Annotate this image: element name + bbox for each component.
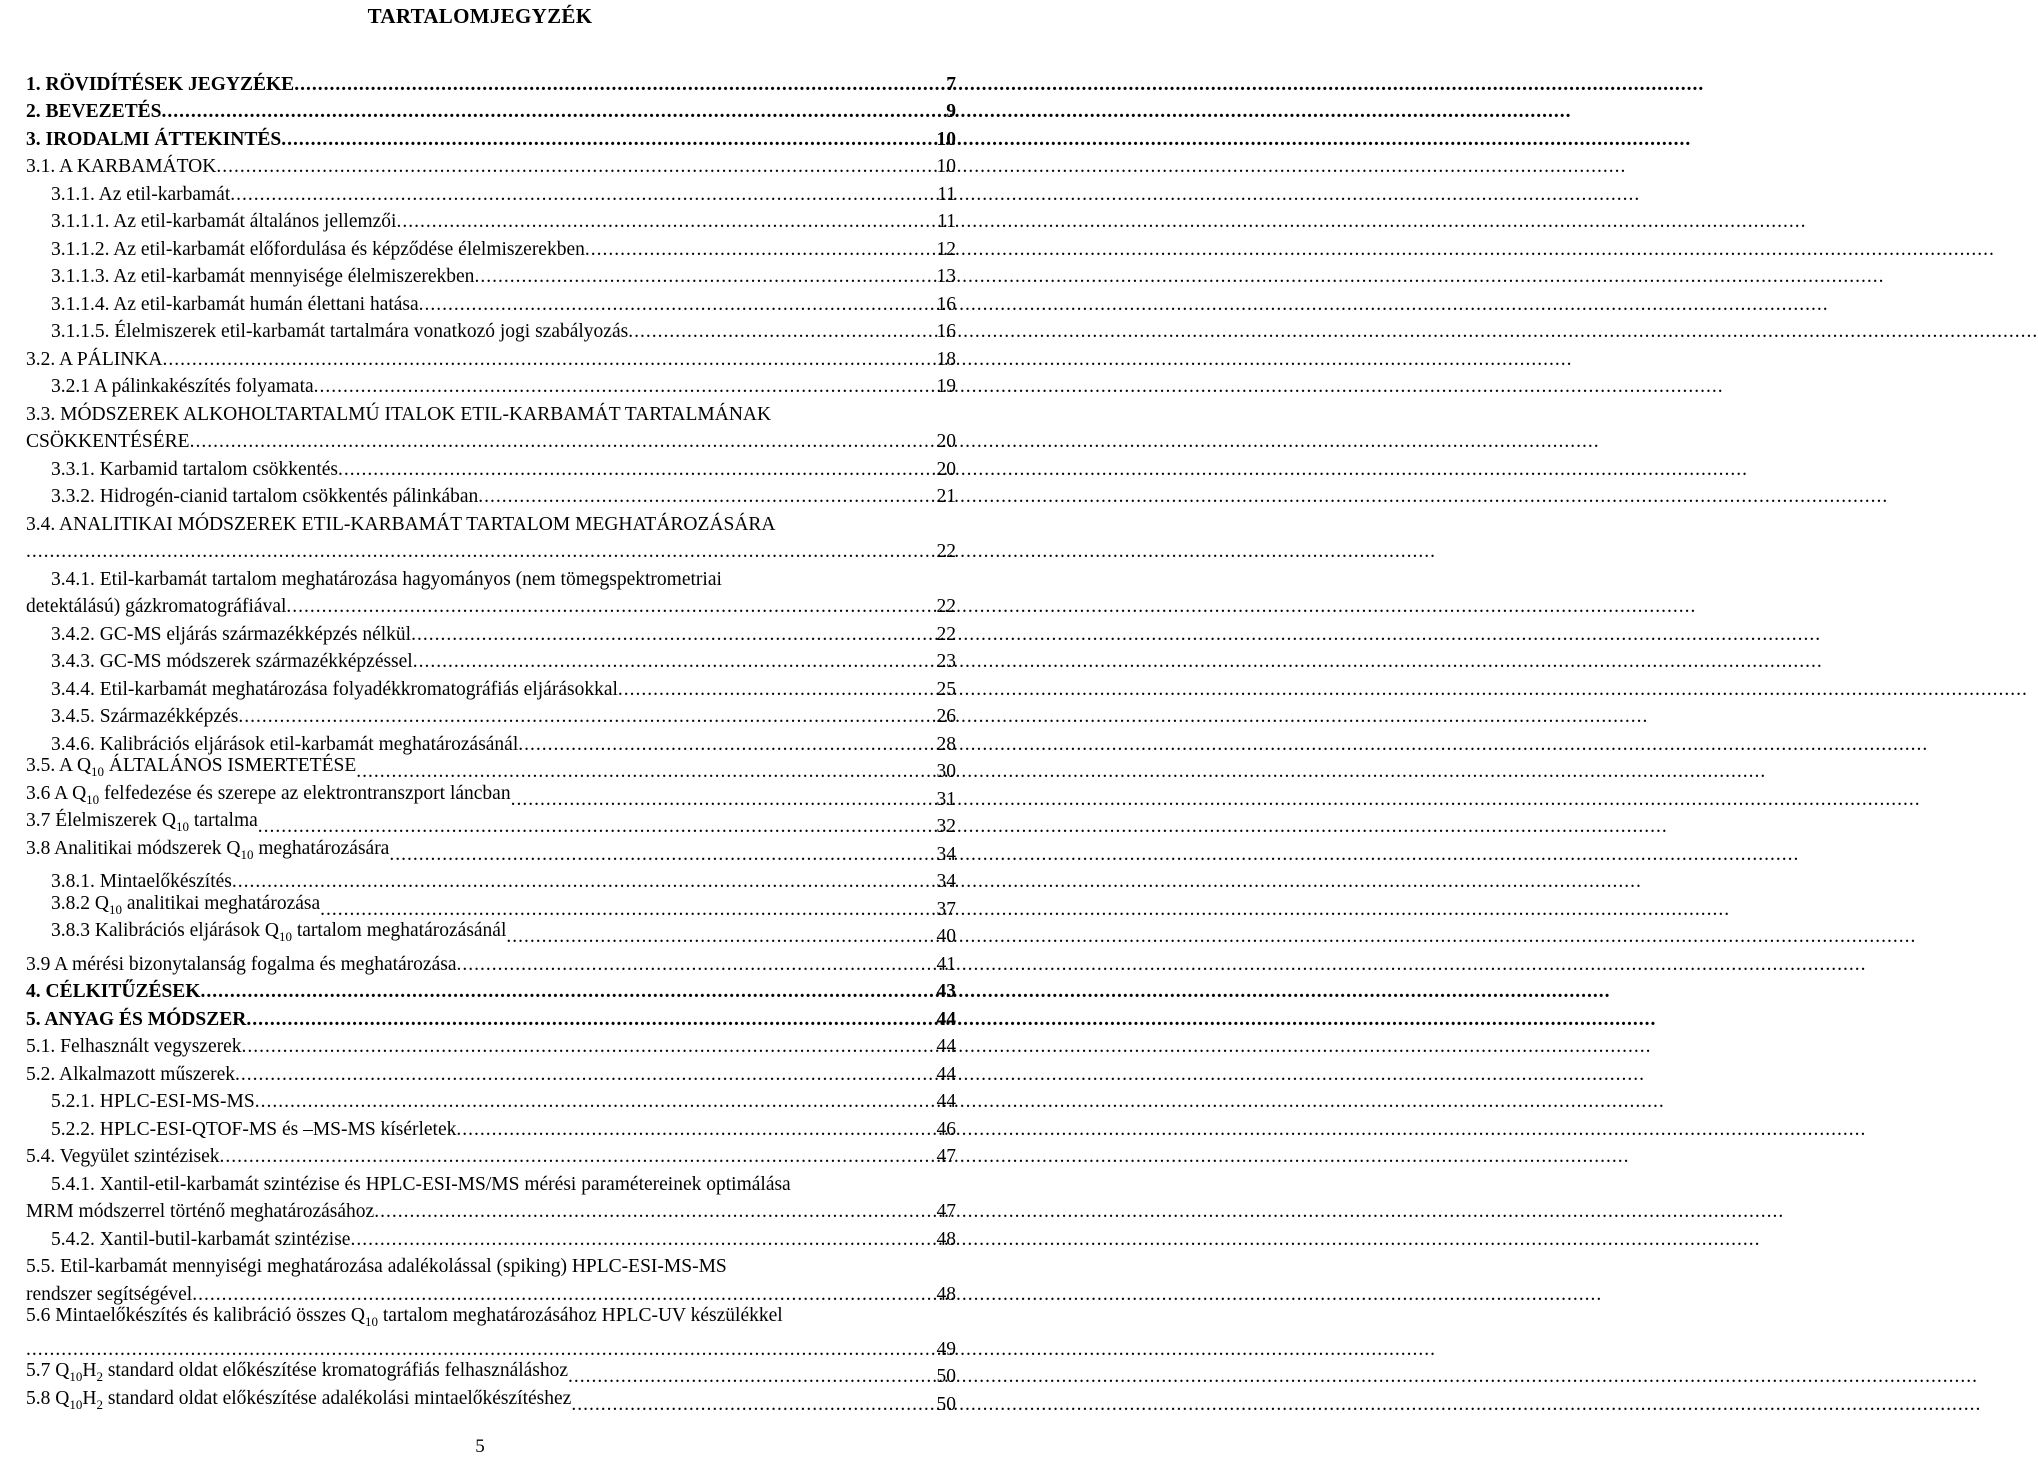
- toc-entry-label: 5.1. Felhasznált vegyszerek: [26, 1036, 242, 1057]
- toc-entry-line: 3.4.1. Etil-karbamát tartalom meghatározása hagyományos (nem tömegspektrometriai: [51, 568, 722, 590]
- toc-entry-page: 49: [936, 1338, 956, 1360]
- toc-entry-page: 11: [937, 211, 956, 232]
- toc-entry[interactable]: [26, 893, 956, 921]
- toc-entry[interactable]: [26, 206, 956, 234]
- toc-entry-label: 5.2. Alkalmazott műszerek: [26, 1063, 236, 1085]
- toc-leader-dots: [374, 1201, 934, 1223]
- toc-leader-dots: [216, 156, 934, 178]
- toc-entry-label: rendszer segítségével: [26, 1283, 193, 1305]
- toc-entry-label: 3.1.1.4. Az etil-karbamát humán élettani hatása: [51, 293, 419, 315]
- toc-entry-line: 5.5. Etil-karbamát mennyiségi meghatározása adalékolással (spiking) HPLC-ESI-MS-MS: [26, 1256, 727, 1277]
- toc-entry[interactable]: [26, 948, 956, 976]
- toc-entry-page: 44: [936, 1036, 956, 1057]
- toc-leader-dots: [238, 706, 934, 728]
- toc-leader-dots: [192, 1284, 934, 1306]
- toc-leader-dots: [232, 871, 935, 893]
- toc-leader-dots: [511, 789, 935, 811]
- toc-entry-page: 12: [936, 238, 956, 260]
- toc-entry[interactable]: [26, 1196, 956, 1224]
- toc-entry[interactable]: [26, 1223, 956, 1251]
- toc-leader-dots: [163, 349, 935, 371]
- toc-entry[interactable]: [26, 701, 956, 729]
- toc-entry-page: 44: [936, 1091, 956, 1112]
- toc-entry-page: 11: [937, 183, 956, 205]
- toc-entry-label: 3.4.3. GC-MS módszerek származékképzéssel: [51, 651, 413, 672]
- toc-entry-page: 19: [936, 376, 956, 397]
- toc-entry[interactable]: [26, 151, 956, 179]
- toc-entry-page: 37: [936, 898, 956, 920]
- toc-leader-dots: [190, 431, 935, 453]
- toc-entry[interactable]: [26, 481, 956, 509]
- toc-entry-label: 3.1.1.3. Az etil-karbamát mennyisége élelmiszerekben: [51, 266, 475, 287]
- toc-entry-line: 3.4. ANALITIKAI MÓDSZEREK ETIL-KARBAMÁT TARTALOM MEGHATÁROZÁSÁRA: [26, 513, 776, 535]
- toc-entry-page: 34: [936, 843, 956, 865]
- toc-entry-page: 47: [936, 1201, 956, 1222]
- toc-entry-label: MRM módszerrel történő meghatározásához: [26, 1201, 375, 1222]
- toc-entry[interactable]: [26, 96, 956, 124]
- toc-entry[interactable]: [26, 921, 956, 949]
- toc-entry-page: 7: [946, 73, 956, 95]
- toc-entry[interactable]: [26, 838, 956, 866]
- toc-leader-dots: [230, 184, 935, 206]
- toc-entry[interactable]: [26, 68, 956, 96]
- toc-entry-page: 48: [936, 1228, 956, 1250]
- toc-entry-page: 47: [936, 1146, 956, 1167]
- toc-entry[interactable]: [26, 178, 956, 206]
- toc-entry-label: 5.7 $Q_{10}H_2$ standard oldat előkészítése kromatográfiás felhasználáshoz: [26, 1360, 569, 1384]
- toc-entry-label: 5.4. Vegyület szintézisek: [26, 1146, 220, 1167]
- toc-leader-dots: [258, 816, 935, 838]
- toc-entry-page: 21: [936, 486, 956, 507]
- toc-entry-page: 16: [936, 321, 956, 342]
- toc-entry[interactable]: [26, 123, 956, 151]
- toc-leader-dots: [294, 74, 944, 96]
- toc-entry-label: 5.4.2. Xantil-butil-karbamát szintézise: [51, 1228, 351, 1250]
- toc-leader-dots: [220, 1146, 935, 1168]
- toc-entry-page: 31: [936, 788, 956, 810]
- toc-entry-label: 3.2. A PÁLINKA: [26, 348, 163, 370]
- toc-entry-page: 20: [936, 431, 956, 452]
- toc-entry-page: 22: [936, 596, 956, 617]
- toc-entry-page: 46: [936, 1118, 956, 1140]
- toc-entry-line: 5.4.1. Xantil-etil-karbamát szintézise és HPLC-ESI-MS/MS mérési paramétereinek optimálása: [51, 1173, 791, 1195]
- toc-entry-page: 43: [936, 981, 956, 1002]
- toc-leader-dots: [389, 844, 934, 866]
- toc-leader-dots: [338, 459, 934, 481]
- toc-entry-label: 3.8.1. Mintaelőkészítés: [51, 871, 232, 892]
- toc-entry-page: 30: [936, 761, 956, 782]
- toc-entry[interactable]: [26, 728, 956, 756]
- toc-entry-page: 44: [936, 1008, 956, 1030]
- toc-entry-page: 13: [936, 266, 956, 287]
- toc-entry[interactable]: [26, 288, 956, 316]
- toc-entry-label: 3. IRODALMI ÁTTEKINTÉS: [26, 128, 282, 150]
- toc-entry-page: 40: [936, 926, 956, 947]
- toc-leader-dots: [506, 926, 934, 948]
- toc-entry-label: 3.8.2 $Q_{10}$ analitikai meghatározása: [51, 892, 321, 917]
- toc-entry[interactable]: [26, 591, 956, 619]
- toc-entry-page: 32: [936, 816, 956, 837]
- toc-entry-label: 3.4.5. Származékképzés: [51, 706, 239, 727]
- toc-entry-label: 3.8 Analitikai módszerek $Q_{10}$ meghatározására: [26, 837, 390, 862]
- toc-entry-label: 2. BEVEZETÉS: [26, 101, 162, 122]
- toc-leader-dots: [456, 1119, 934, 1141]
- toc-entry-page: 28: [936, 733, 956, 755]
- toc-entry[interactable]: [26, 1388, 956, 1416]
- toc-entry[interactable]: [26, 811, 956, 839]
- toc-entry-label: 3.1.1. Az etil-karbamát: [51, 183, 231, 205]
- toc-entry-page: 44: [936, 1063, 956, 1085]
- toc-leader-dots: [356, 761, 934, 783]
- toc-leader-dots: [411, 624, 934, 646]
- toc-entry-page: 26: [936, 706, 956, 727]
- toc-leader-dots: [281, 129, 934, 151]
- toc-entry-page: 22: [936, 541, 956, 562]
- toc-entry-label: 3.1.1.5. Élelmiszerek etil-karbamát tartalmára vonatkozó jogi szabályozás: [51, 321, 629, 342]
- toc-leader-dots: [568, 1366, 934, 1388]
- toc-entry[interactable]: [26, 646, 956, 674]
- toc-entry-label: 3.1.1.2. Az etil-karbamát előfordulása és képződése élelmiszerekben: [51, 238, 585, 260]
- toc-entry-page: 22: [936, 623, 956, 645]
- table-of-contents: [26, 68, 956, 1416]
- toc-leader-dots: [419, 294, 935, 316]
- toc-leader-dots: [350, 1229, 934, 1251]
- toc-entry[interactable]: [26, 426, 956, 454]
- toc-leader-dots: [255, 1091, 935, 1113]
- toc-entry-label: 3.3.2. Hidrogén-cianid tartalom csökkentés pálinkában: [51, 486, 479, 507]
- toc-leader-dots: [456, 954, 934, 976]
- toc-entry-label: detektálású) gázkromatográfiával: [26, 596, 287, 617]
- toc-entry-page: 48: [936, 1283, 956, 1305]
- toc-entry-label: 3.3.1. Karbamid tartalom csökkentés: [51, 458, 339, 480]
- toc-leader-dots: [518, 734, 934, 756]
- toc-entry-page: 20: [936, 458, 956, 480]
- toc-entry[interactable]: [26, 233, 956, 261]
- toc-entry[interactable]: [26, 261, 956, 289]
- toc-leader-dots: [585, 239, 935, 261]
- toc-entry[interactable]: [26, 1141, 956, 1169]
- toc-entry[interactable]: [26, 343, 956, 371]
- toc-entry-label: 1. RÖVIDÍTÉSEK JEGYZÉKE: [26, 73, 295, 95]
- toc-entry-label: 3.2.1 A pálinkakészítés folyamata: [51, 376, 314, 397]
- toc-entry[interactable]: [26, 673, 956, 701]
- toc-entry-page: 23: [936, 651, 956, 672]
- toc-entry-label: 3.1. A KARBAMÁTOK: [26, 156, 217, 177]
- toc-leader-dots: [242, 1036, 935, 1058]
- toc-entry-label: 5. ANYAG ÉS MÓDSZER: [26, 1008, 247, 1030]
- toc-entry-page: 34: [936, 871, 956, 892]
- toc-leader-dots: [26, 1339, 935, 1361]
- toc-entry-label: 5.2.1. HPLC-ESI-MS-MS: [51, 1091, 255, 1112]
- toc-entry[interactable]: [26, 1086, 956, 1114]
- toc-entry[interactable]: [26, 783, 956, 811]
- toc-entry-page: 50: [936, 1366, 956, 1387]
- toc-entry-label: 3.4.4. Etil-karbamát meghatározása folyadékkromatográfiás eljárásokkal: [51, 678, 618, 700]
- toc-entry[interactable]: [26, 453, 956, 481]
- toc-leader-dots: [161, 101, 944, 123]
- toc-entry[interactable]: [26, 536, 956, 564]
- toc-entry-line: 3.3. MÓDSZEREK ALKOHOLTARTALMÚ ITALOK ETIL-KARBAMÁT TARTALMÁNAK: [26, 403, 772, 425]
- toc-entry-label: 3.6 A $Q_{10}$ felfedezése és szerepe az elektrontranszport láncban: [26, 782, 511, 807]
- toc-leader-dots: [235, 1064, 934, 1086]
- toc-entry[interactable]: [26, 866, 956, 894]
- toc-entry-page: 9: [946, 101, 956, 122]
- toc-leader-dots: [628, 321, 934, 343]
- toc-leader-dots: [571, 1394, 934, 1416]
- toc-leader-dots: [396, 211, 935, 233]
- toc-leader-dots: [413, 651, 935, 673]
- toc-entry[interactable]: [26, 1333, 956, 1361]
- toc-entry-label: CSÖKKENTÉSÉRE: [26, 431, 190, 452]
- toc-entry[interactable]: [26, 1031, 956, 1059]
- toc-entry-page: 10: [936, 128, 956, 150]
- toc-leader-dots: [618, 679, 935, 701]
- toc-entry-label: 3.4.6. Kalibrációs eljárások etil-karbamát meghatározásánál: [51, 733, 519, 755]
- toc-entry[interactable]: [26, 1113, 956, 1141]
- toc-entry-page: 50: [936, 1393, 956, 1415]
- toc-entry-page: 10: [936, 156, 956, 177]
- toc-entry[interactable]: [26, 371, 956, 399]
- toc-entry-label: 3.7 Élelmiszerek $Q_{10}$ tartalma: [26, 810, 258, 834]
- toc-entry-label: 4. CÉLKITŰZÉSEK: [26, 981, 201, 1002]
- toc-entry[interactable]: [26, 756, 956, 784]
- toc-leader-dots: [200, 981, 934, 1003]
- toc-entry-label: 5.8 $Q_{10}H_2$ standard oldat előkészítése adalékolási mintaelőkészítéshez: [26, 1387, 572, 1412]
- toc-entry-line: 5.6 Mintaelőkészítés és kalibráció összes $Q_{10}$ tartalom meghatározásához HPLC-UV készülékkel: [26, 1305, 783, 1329]
- toc-entry[interactable]: [26, 976, 956, 1004]
- toc-entry[interactable]: [26, 316, 956, 344]
- toc-entry-page: 25: [936, 678, 956, 700]
- toc-leader-dots: [474, 266, 934, 288]
- toc-entry-label: 3.9 A mérési bizonytalanság fogalma és meghatározása: [26, 953, 457, 975]
- toc-entry-label: 5.2.2. HPLC-ESI-QTOF-MS és –MS-MS kísérletek: [51, 1118, 457, 1140]
- toc-entry[interactable]: [26, 1361, 956, 1389]
- toc-leader-dots: [314, 376, 935, 398]
- toc-entry[interactable]: [26, 618, 956, 646]
- toc-entry-label: 3.4.2. GC-MS eljárás származékképzés nélkül: [51, 623, 412, 645]
- toc-entry-label: 3.1.1.1. Az etil-karbamát általános jellemzői: [51, 211, 397, 232]
- toc-entry-page: 41: [936, 953, 956, 975]
- toc-leader-dots: [26, 541, 935, 563]
- toc-entry[interactable]: [26, 1003, 956, 1031]
- page-title: TARTALOMJEGYZÉK: [367, 4, 593, 28]
- page-number: 5: [475, 1436, 485, 1457]
- toc-leader-dots: [286, 596, 934, 618]
- toc-entry[interactable]: [26, 1058, 956, 1086]
- toc-leader-dots: [246, 1009, 934, 1031]
- toc-entry-page: 16: [936, 293, 956, 315]
- toc-entry-label: 3.5. A $Q_{10}$ ÁLTALÁNOS ISMERTETÉSE: [26, 755, 357, 779]
- toc-entry-label: 3.8.3 Kalibrációs eljárások $Q_{10}$ tartalom meghatározásánál: [51, 920, 507, 944]
- toc-leader-dots: [478, 486, 934, 508]
- toc-entry[interactable]: [26, 1278, 956, 1306]
- toc-entry-page: 18: [936, 348, 956, 370]
- toc-leader-dots: [320, 899, 934, 921]
